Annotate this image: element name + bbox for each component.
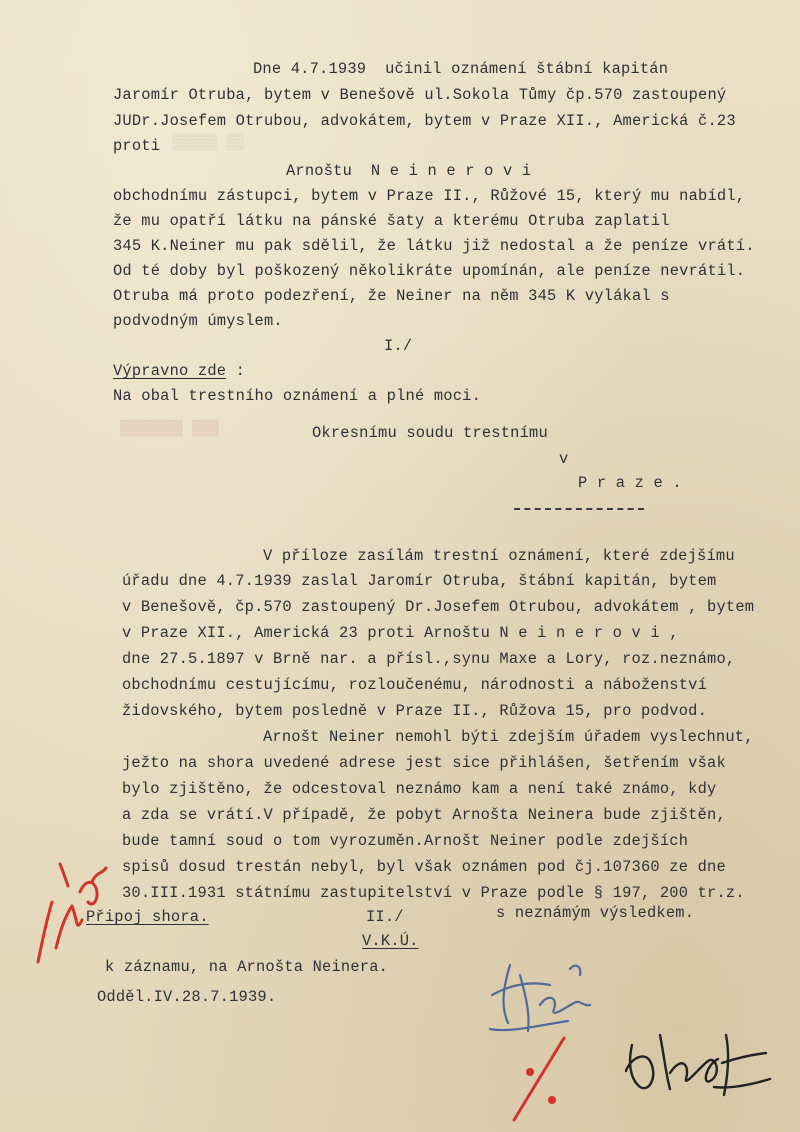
letter-line: úřadu dne 4.7.1939 zaslal Jaromír Otruba, štábní kapitán, bytem — [122, 572, 717, 590]
bleed-through-mark: ▓▓▓▓▓▓▓ ▓▓▓ — [120, 420, 220, 437]
addressee-city: P r a z e . — [578, 474, 682, 492]
letter-line: v Benešově, čp.570 zastoupený Dr.Josefem Otrubou, advokátem , bytem — [122, 598, 755, 616]
letter-line: bude tamní soud o tom vyrozuměn.Arnošt Neiner podle zdejších — [122, 832, 689, 850]
red-pencil-note — [26, 852, 116, 972]
department-date: Odděl.IV.28.7.1939. — [97, 988, 277, 1006]
report-line: Jaromír Otruba, bytem v Benešově ul.Sokola Tůmy čp.570 zastoupený — [113, 86, 727, 104]
letter-line: 30.III.1931 státnímu zastupitelství v Praze podle § 197, 200 tr.z. — [122, 884, 745, 902]
letter-line: V příloze zasílám trestní oznámení, které zdejšímu — [263, 547, 735, 565]
report-line: obchodnímu zástupci, bytem v Praze II., Růžové 15, který mu nabídl, — [113, 187, 746, 205]
addressee-v: v — [559, 450, 569, 468]
letter-line: spisů dosud trestán nebyl, byl však oznámen pod čj.107360 ze dne — [122, 858, 726, 876]
report-line: Dne 4.7.1939 učinil oznámení štábní kapitán — [253, 60, 669, 78]
addressee-dashed-rule — [514, 508, 644, 510]
section-number-1: I./ — [384, 337, 413, 355]
report-line: 345 K.Neiner mu pak sdělil, že látku již nedostal a že peníze vrátí. — [113, 237, 755, 255]
dark-ink-signature — [610, 1015, 780, 1105]
attach-note: Připoj shora. — [86, 908, 209, 926]
letter-line: bylo zjištěno, že odcestoval neznámo kam a není také známo, kdy — [122, 780, 717, 798]
section-number-2: II./ — [366, 908, 404, 926]
red-slash-mark — [500, 1028, 580, 1128]
report-line: že mu opatří látku na pánské šaty a kterému Otruba zaplatil — [113, 212, 670, 230]
letter-line: s neznámým výsledkem. — [496, 904, 695, 922]
dispatch-heading-text: Výpravno zde — [113, 362, 227, 380]
accused-name-line: Arnoštu N e i n e r o v i — [286, 162, 532, 180]
letter-line: obchodnímu cestujícímu, rozloučenému, národnosti a náboženství — [122, 676, 708, 694]
record-line: k záznamu, na Arnošta Neinera. — [105, 958, 389, 976]
report-line: podvodným úmyslem. — [113, 312, 283, 330]
bleed-through-mark: ▒▒▒▒▒ ▒▒ — [172, 134, 245, 151]
report-line: Od té doby byl poškozený několikráte upomínán, ale peníze nevrátil. — [113, 262, 746, 280]
letter-line: židovského, bytem posledně v Praze II., Růžova 15, pro podvod. — [122, 702, 708, 720]
addressee-court: Okresnímu soudu trestnímu — [312, 424, 548, 442]
vku-heading: V.K.Ú. — [362, 932, 419, 950]
report-line: proti — [113, 137, 161, 155]
letter-line: ježto na shora uvedené adrese jest sice přihlášen, šetřením však — [122, 754, 726, 772]
letter-line: Arnošt Neiner nemohl býti zdejším úřadem vyslechnut, — [263, 728, 754, 746]
report-line: JUDr.Josefem Otrubou, advokátem, bytem v Praze XII., Americká č.23 — [113, 112, 736, 130]
dispatch-text: Na obal trestního oznámení a plné moci. — [113, 387, 481, 405]
letter-line: v Praze XII., Americká 23 proti Arnoštu N e i n e r o v i , — [122, 624, 679, 642]
letter-line: a zda se vrátí.V případě, že pobyt Arnošta Neinera bude zjištěn, — [122, 806, 726, 824]
letter-line: dne 27.5.1897 v Brně nar. a přísl.,synu Maxe a Lory, roz.neznámo, — [122, 650, 736, 668]
dispatch-heading — [113, 362, 245, 380]
report-line: Otruba má proto podezření, že Neiner na něm 345 K vylákal s — [113, 287, 670, 305]
dispatch-heading-colon: : — [235, 362, 246, 380]
